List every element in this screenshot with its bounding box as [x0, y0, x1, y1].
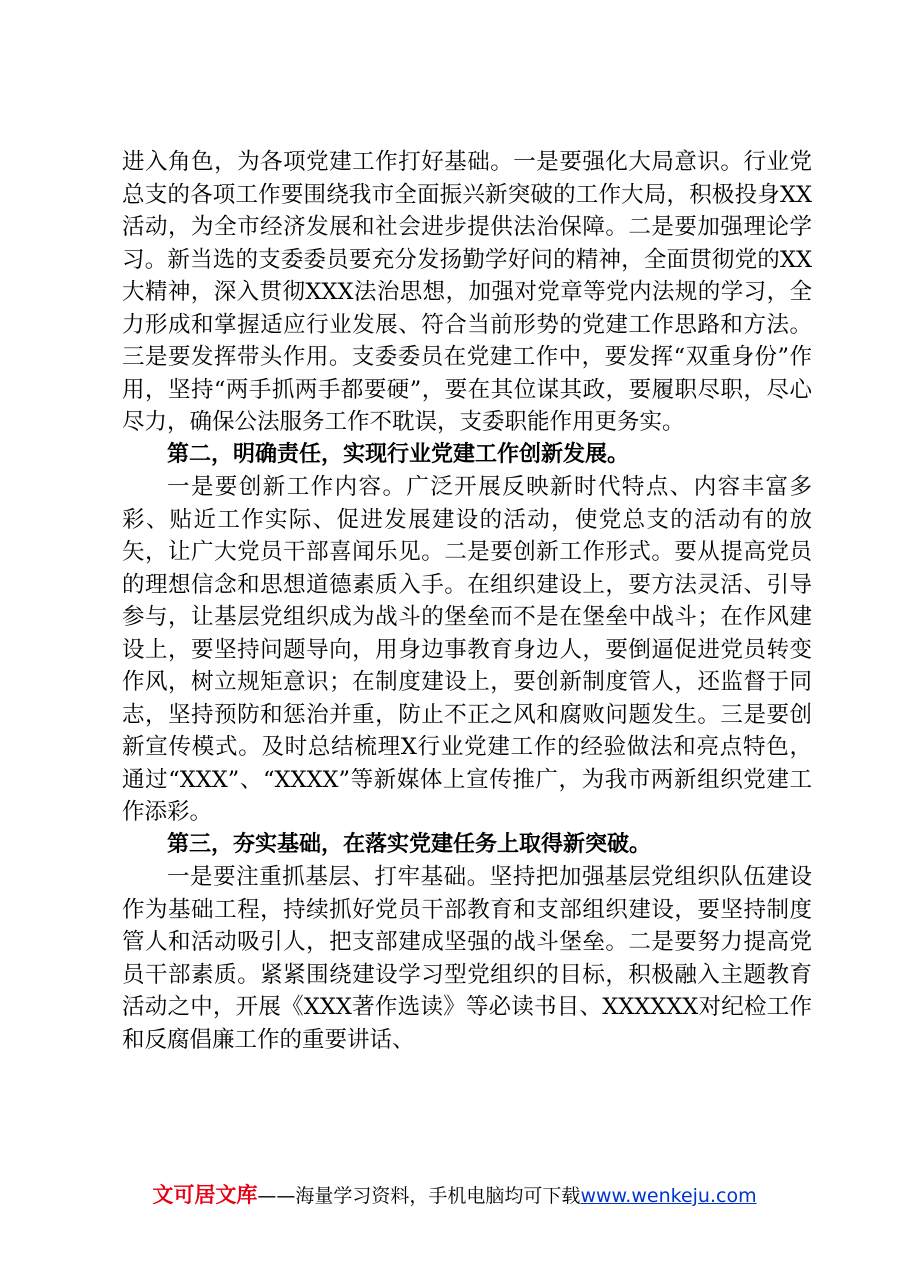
body-paragraph: 进入角色，为各项党建工作打好基础。一是要强化大局意识。行业党总支的各项工作要围绕我市全面振兴新突破的工作大局，积极投身XX活动，为全市经济发展和社会进步提供法治保障。二是要加强理论学习。新当选的支委委员要充分发扬勤学好问的精神，全面贯彻党的XX大精神，深入贯彻XXX法治思想，加强对党章等党内法规的学习，全力形成和掌握适应行业发展、符合当前形势的党建工作思路和方法。三是要发挥带头作用。支委委员在党建工作中，要发挥“双重身份”作用，坚持“两手抓两手都要硬”，要在其位谋其政，要履职尽职，尽心尽力，确保公法服务工作不耽误，支委职能作用更务实。: [122, 149, 812, 435]
footer-dash: ——: [257, 1185, 296, 1207]
body-paragraph: 一是要注重抓基层、打牢基础。坚持把加强基层党组织队伍建设作为基础工程，持续抓好党员干部教育和支部组织建设，要坚持制度管人和活动吸引人，把支部建成坚强的战斗堡垒。二是要努力提高党员干部素质。紧紧围绕建设学习型党组织的目标，积极融入主题教育活动之中，开展《XXX著作选读》等必读书目、XXXXXX对纪检工作和反腐倡廉工作的重要讲话、: [122, 864, 812, 1053]
footer-slogan: 海量学习资料，手机电脑均可下载: [295, 1185, 581, 1207]
section-heading-3: 第三，夯实基础，在落实党建任务上取得新突破。: [167, 831, 652, 857]
document-body: [122, 146, 812, 1056]
section-heading-2: 第二，明确责任，实现行业党建工作创新发展。: [167, 441, 630, 467]
footer-url-link[interactable]: www.wenkeju.com: [580, 1185, 757, 1207]
body-paragraph: 一是要创新工作内容。广泛开展反映新时代特点、内容丰富多彩、贴近工作实际、促进发展建设的活动，使党总支的活动有的放矢，让广大党员干部喜闻乐见。二是要创新工作形式。要从提高党员的理想信念和思想道德素质入手。在组织建设上，要方法灵活、引导参与，让基层党组织成为战斗的堡垒而不是在堡垒中战斗；在作风建设上，要坚持问题导向，用身边事教育身边人，要倒逼促进党员转变作风，树立规矩意识；在制度建设上，要创新制度管人，还监督于同志，坚持预防和惩治并重，防止不正之风和腐败问题发生。三是要创新宣传模式。及时总结梳理X行业党建工作的经验做法和亮点特色，通过“XXX”、“XXXX”等新媒体上宣传推广，为我市两新组织党建工作添彩。: [122, 474, 812, 825]
footer-brand: 文可居文库: [152, 1183, 258, 1207]
footer-banner: [0, 1180, 909, 1211]
